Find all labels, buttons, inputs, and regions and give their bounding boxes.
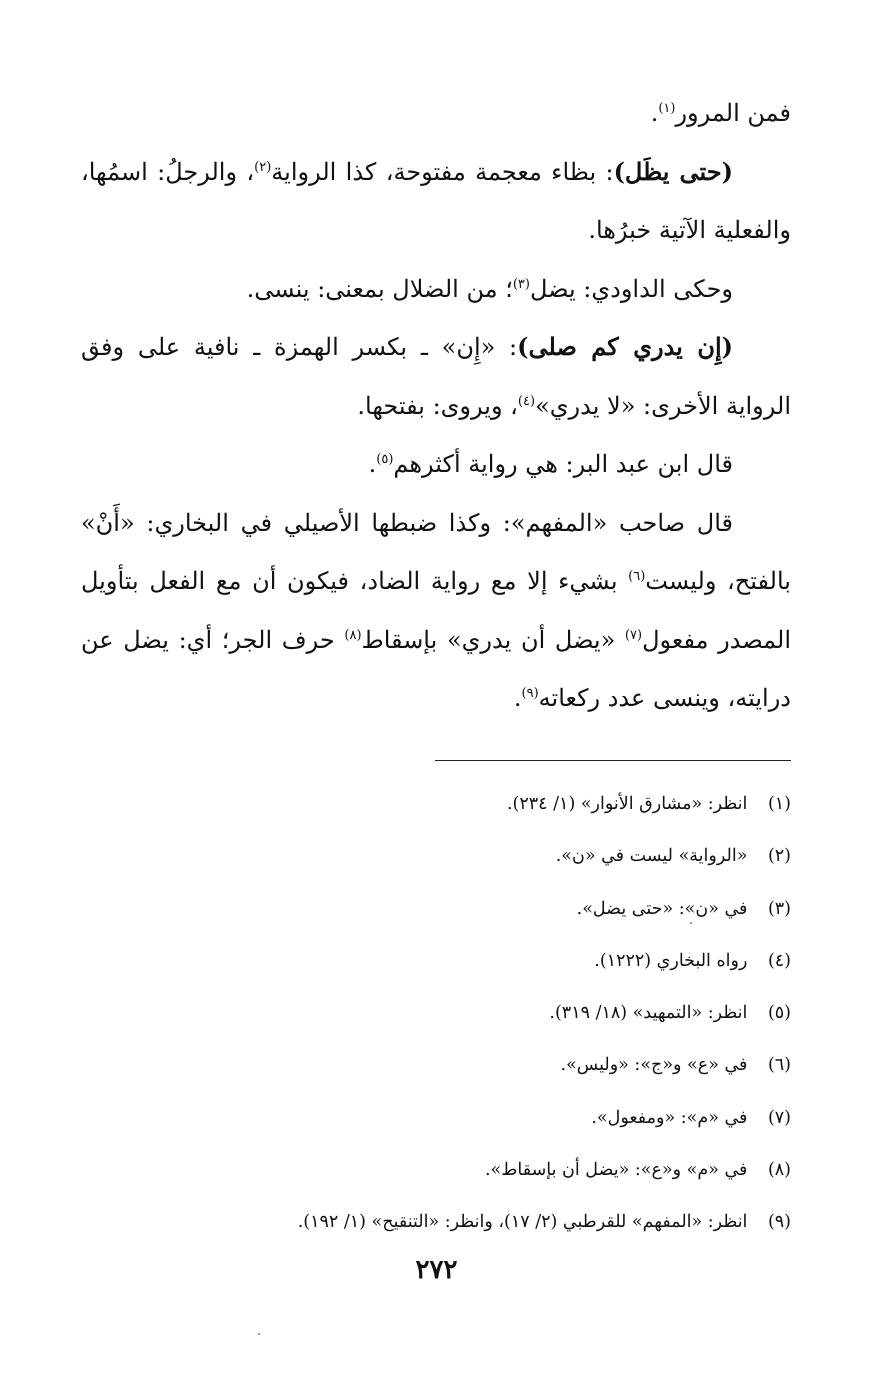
footnote-ref: (٥) (376, 452, 394, 467)
text-run: : بظاء معجمة مفتوحة، كذا الرواية (271, 157, 614, 186)
paragraph (81, 318, 791, 435)
footnote (81, 1196, 791, 1248)
scan-speck (258, 1333, 260, 1335)
text-run: . (513, 684, 522, 712)
footnote-ref: (٩) (521, 686, 539, 701)
page-number: ٢٧٢ (415, 1255, 458, 1285)
footnote-ref: (٧) (624, 627, 643, 643)
footnote-text: في «ع» و«ج»: «وليس». (560, 1055, 748, 1076)
footnote-text: رواه البخاري (١٢٢٢). (594, 950, 748, 971)
footnote (81, 830, 791, 882)
footnote-ref: (١) (658, 101, 676, 116)
footnote-text: في «م» و«ع»: «يضل أن بإسقاط». (484, 1160, 748, 1181)
footnote-ref: (٣) (512, 276, 530, 292)
text-run: قال صاحب «المفهم»: وكذا ضبطها الأصيلي في البخاري: «أَنْ» بالفتح، وليست (81, 508, 791, 595)
text-run: . (368, 450, 377, 478)
footnote-text: في «ن»: «حتى يضل». (576, 898, 748, 919)
paragraph (81, 84, 791, 143)
footnote (81, 987, 791, 1039)
text-run: ، ويروى: بفتحها. (357, 391, 518, 420)
footnote-number: (٣) (767, 898, 791, 919)
footnote-text: «الرواية» ليست في «ن». (555, 846, 748, 867)
text-run: بشيء إلا مع رواية الضاد، فيكون أن مع الفعل بتأويل المصدر مفعول (81, 567, 791, 654)
footnote-number: (٦) (767, 1055, 791, 1076)
footnote-number: (٩) (767, 1212, 791, 1233)
footnote-number: (٢) (767, 846, 791, 867)
paragraph (81, 494, 791, 728)
text-run: : «إِن» ـ بكسر الهمزة ـ نافية على وفق الرواية الأخرى: «لا يدري» (81, 333, 791, 420)
footnotes-list (81, 778, 791, 1249)
footnote (81, 1144, 791, 1196)
bold-lemma: (إِن يدري كم صلى) (517, 332, 733, 361)
text-run: «يضل أن يدري» بإسقاط (361, 625, 625, 654)
footnote (81, 1039, 791, 1091)
footnote (81, 935, 791, 987)
footnote-divider (435, 760, 791, 761)
text-run: . (650, 99, 659, 127)
text-run: فمن المرور (675, 99, 791, 127)
footnote-text: في «م»: «ومفعول». (591, 1107, 748, 1128)
text-run: ؛ من الضلال بمعنى: ينسى. (246, 274, 513, 303)
footnote-ref: (٨) (344, 627, 362, 643)
footnote-text: انظر: «التمهيد» (١٨/ ٣١٩). (549, 1003, 748, 1024)
footnote-number: (٥) (767, 1003, 791, 1024)
footnote-ref: (٤) (517, 393, 536, 409)
bold-lemma: (حتى يظَل) (613, 156, 733, 186)
footnote-text: انظر: «المفهم» للقرطبي (٢/ ١٧)، وانظر: «التنقيح» (١/ ١٩٢). (297, 1212, 748, 1233)
footnote-number: (٤) (767, 950, 791, 971)
footnote-ref: (٦) (628, 569, 646, 584)
footnote (81, 883, 791, 935)
paragraph (81, 260, 791, 319)
footnote (81, 1092, 791, 1144)
paragraph (81, 435, 791, 494)
footnote-number: (٧) (767, 1107, 791, 1128)
scan-speck (690, 922, 692, 924)
main-text (81, 84, 791, 728)
footnote (81, 778, 791, 830)
text-run: قال ابن عبد البر: هي رواية أكثرهم (393, 450, 733, 478)
footnote-number: (١) (767, 794, 791, 814)
text-run: ، والرجلُ: اسمُها، والفعلية الآتية خبرُها. (81, 157, 791, 244)
footnote-text: انظر: «مشارق الأنوار» (١/ ٢٣٤). (506, 794, 748, 814)
footnote-number: (٨) (767, 1160, 791, 1181)
text-run: حرف الجر؛ أي: يضل عن درايته، وينسى عدد ركعاته (81, 625, 791, 712)
footnote-ref: (٢) (254, 159, 272, 175)
paragraph (81, 143, 791, 260)
text-run: وحكى الداودي: يضل (529, 274, 733, 303)
